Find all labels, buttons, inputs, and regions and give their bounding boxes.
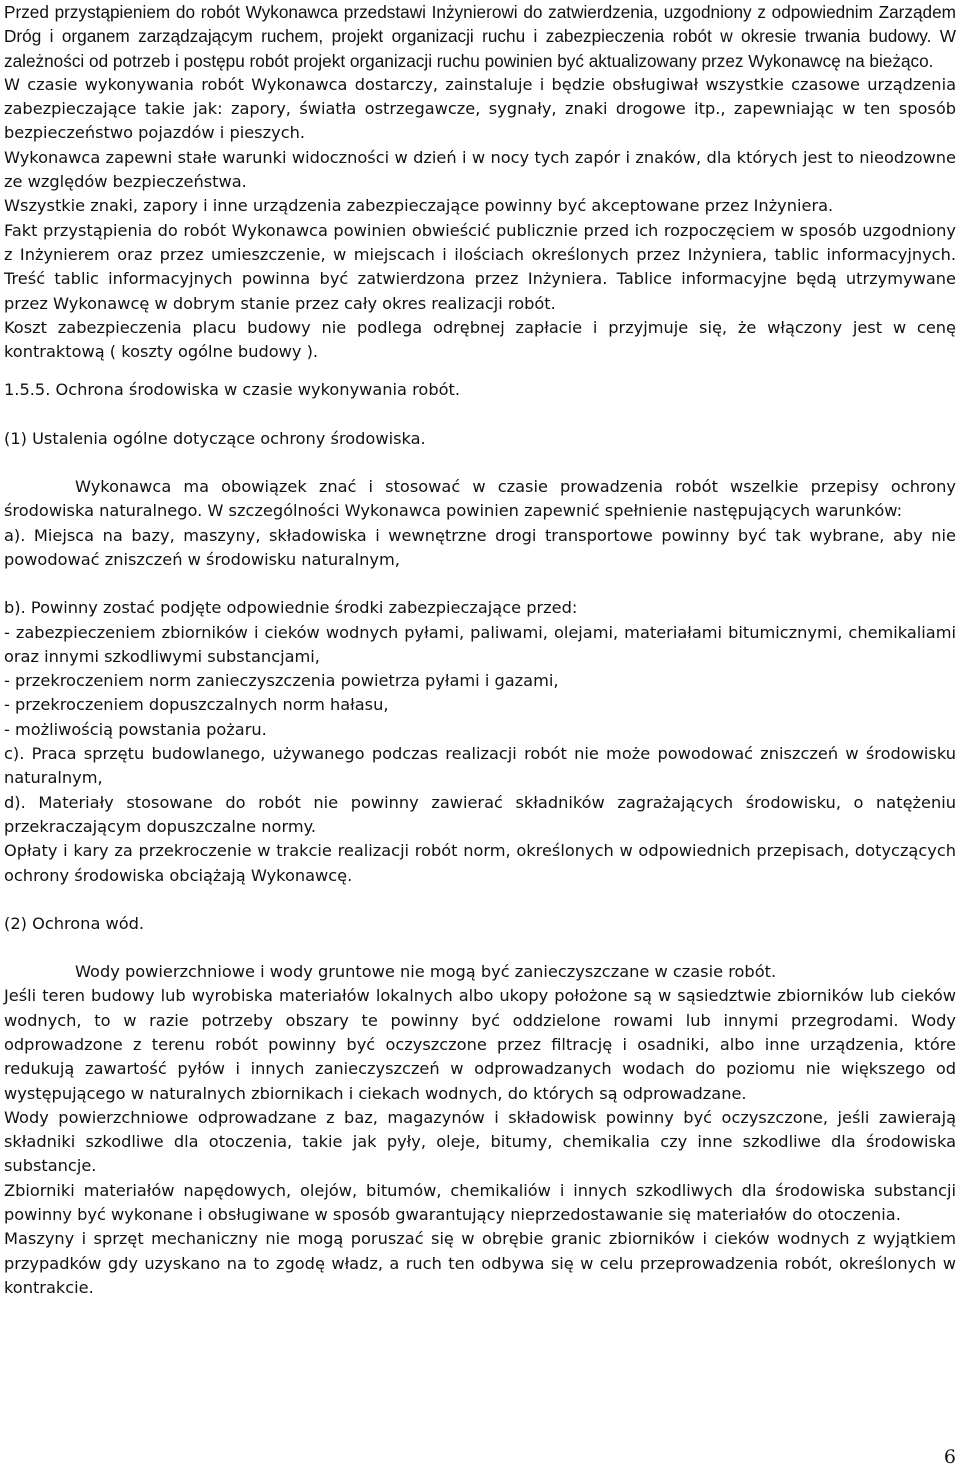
spacer bbox=[4, 451, 956, 475]
document-page bbox=[4, 0, 956, 1300]
spacer bbox=[4, 403, 956, 427]
paragraph-water-separation: Jeśli teren budowy lub wyrobiska materiałów lokalnych albo ukopy położone są w sąsiedztwie zbiorników lub cieków wodnych, to w razie potrzeby obszary te powinny być oddzielone rowami lub innymi przegrodami. Wody odprowadzone z terenu robót powinny być oczyszczone przez filtrację i osadniki, albo inne urządzenia, które redukują zawartość pyłów i innych zanieczyszczeń w odprowadzanych wodach do poziomu nie większego od występującego w naturalnych zbiornikach i ciekach wodnych, do których są odprowadzane. bbox=[4, 986, 956, 1103]
spacer bbox=[4, 936, 956, 960]
list-item-dash: - możliwością powstania pożaru. bbox=[4, 719, 267, 739]
paragraph-safety-devices: W czasie wykonywania robót Wykonawca dostarczy, zainstaluje i będzie obsługiwał wszystkie czasowe urządzenia zabezpieczające takie jak: zapory, światła ostrzegawcze, sygnały, znaki drogowe itp., zapewniając w ten sposób bezpieczeństwo pojazdów i pieszych. bbox=[4, 74, 956, 143]
paragraph-visibility: Wykonawca zapewni stałe warunki widoczności w dzień i w nocy tych zapór i znaków, dla których jest to nieodzowne ze względów bezpieczeństwa. bbox=[4, 147, 956, 192]
paragraph-fees: Opłaty i kary za przekroczenie w trakcie realizacji robót norm, określonych w odpowiednich przepisach, dotyczących ochrony środowiska obciążają Wykonawcę. bbox=[4, 841, 956, 885]
paragraph-water-machines: Maszyny i sprzęt mechaniczny nie mogą poruszać się w obrębie granic zbiorników i cieków wodnych z wyjątkiem przypadków gdy uzyskano na to zgodę władz, a ruch ten odbywa się w celu przeprowadzenia robót, określonych w kontrakcie. bbox=[4, 1229, 956, 1297]
list-item-d: d). Materiały stosowane do robót nie powinny zawierać składników zagrażających środowisku, o natężeniu przekraczającym dopuszczalne normy. bbox=[4, 792, 956, 836]
paragraph-env-intro: Wykonawca ma obowiązek znać i stosować w czasie prowadzenia robót wszelkie przepisy ochrony środowiska naturalnego. W szczególności Wykonawca powinien zapewnić spełnienie następujących warunków: bbox=[4, 477, 956, 521]
list-item-dash: - przekroczeniem dopuszczalnych norm hałasu, bbox=[4, 695, 389, 715]
subheading-general: (1) Ustalenia ogólne dotyczące ochrony środowiska. bbox=[4, 428, 426, 448]
paragraph-info-boards: Fakt przystąpienia do robót Wykonawca powinien obwieścić publicznie przed ich rozpoczęciem w sposób uzgodniony z Inżynierem oraz przez umieszczenie, w miejscach i ilościach określonych przez Inżyniera, tablic informacyjnych. Treść tablic informacyjnych powinna być zatwierdzona przez Inżyniera. Tablice informacyjne będą utrzymywane przez Wykonawcę w dobrym stanie przez cały okres realizacji robót. bbox=[4, 220, 956, 313]
paragraph-cost: Koszt zabezpieczenia placu budowy nie podlega odrębnej zapłacie i przyjmuje się, że włączony jest w cenę kontraktową ( koszty ogólne budowy ). bbox=[4, 317, 956, 362]
paragraph-water-surface: Wody powierzchniowe odprowadzane z baz, magazynów i składowisk powinny być oczyszczone, jeśli zawierają składniki szkodliwe dla otoczenia, takie jak pyły, oleje, bitumy, chemikalia czy inne szkodliwe dla środowiska substancje. bbox=[4, 1107, 956, 1176]
paragraph-water-intro: Wody powierzchniowe i wody gruntowe nie mogą być zanieczyszczane w czasie robót. bbox=[75, 962, 777, 982]
list-item-dash: - zabezpieczeniem zbiorników i cieków wodnych pyłami, paliwami, olejami, materiałami bitumicznymi, chemikaliami oraz innymi szkodliwymi substancjami, bbox=[4, 622, 956, 666]
spacer bbox=[4, 572, 956, 596]
paragraph-traffic-plan: Przed przystąpieniem do robót Wykonawca przedstawi Inżynierowi do zatwierdzenia, uzgodniony z odpowiednim Zarządem Dróg i organem zarządzającym ruchem, projekt organizacji ruchu i zabezpieczenia robót w okresie trwania budowy. W zależności od potrzeb i postępu robót projekt organizacji ruchu powinien być aktualizowany przez Wykonawcę na bieżąco. bbox=[4, 2, 956, 71]
section-heading: 1.5.5. Ochrona środowiska w czasie wykonywania robót. bbox=[4, 380, 460, 400]
paragraph-env-a: a). Miejsca na bazy, maszyny, składowiska i wewnętrzne drogi transportowe powinny być tak wybrane, aby nie powodować zniszczeń w środowisku naturalnym, bbox=[4, 525, 956, 569]
paragraph-acceptance: Wszystkie znaki, zapory i inne urządzenia zabezpieczające powinny być akceptowane przez Inżyniera. bbox=[4, 196, 834, 216]
page-number: 6 bbox=[943, 1446, 956, 1468]
paragraph-water-tanks: Zbiorniki materiałów napędowych, olejów, bitumów, chemikaliów i innych szkodliwych dla środowiska substancji powinny być wykonane i obsługiwane w sposób gwarantujący nieprzedostawanie się materiałów do otoczenia. bbox=[4, 1180, 956, 1225]
list-item-b: b). Powinny zostać podjęte odpowiednie środki zabezpieczające przed: bbox=[4, 598, 578, 618]
spacer bbox=[4, 364, 956, 378]
subheading-water: (2) Ochrona wód. bbox=[4, 913, 145, 933]
list-item-dash: - przekroczeniem norm zanieczyszczenia powietrza pyłami i gazami, bbox=[4, 671, 559, 691]
list-item-c: c). Praca sprzętu budowlanego, używanego podczas realizacji robót nie może powodować zniszczeń w środowisku naturalnym, bbox=[4, 744, 956, 788]
spacer bbox=[4, 888, 956, 912]
